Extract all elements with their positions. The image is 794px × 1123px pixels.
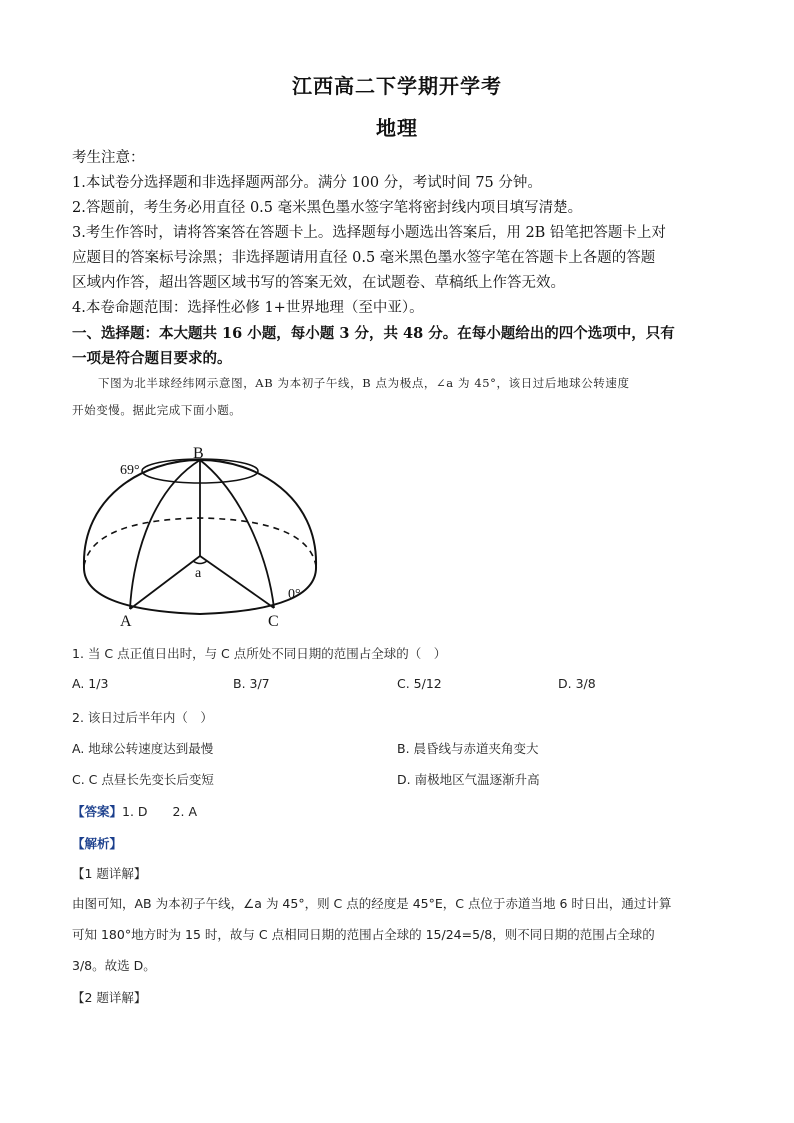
label-c: C [268, 613, 279, 628]
notice-item: 2.答题前，考生务必用直径 0.5 毫米黑色墨水签字笔将密封线内项目填写清楚。 [72, 200, 583, 216]
label-0: 0° [288, 587, 301, 602]
notice-item: 区域内作答，超出答题区域书写的答案无效，在试题卷、草稿纸上作答无效。 [72, 275, 565, 291]
answer-text: 1. D 2. A [122, 804, 197, 819]
q1-option-d: D. 3/8 [558, 676, 596, 691]
analysis-sub-2: 【2 题详解】 [72, 990, 147, 1005]
question-2-stem: 2. 该日过后半年内（ ） [72, 710, 213, 725]
q1-option-c: C. 5/12 [397, 676, 442, 691]
q2-option-d: D. 南极地区气温逐渐升高 [397, 772, 540, 787]
q2-option-a: A. 地球公转速度达到最慢 [72, 741, 214, 756]
label-b: B [193, 445, 204, 462]
question-intro [72, 370, 722, 424]
q1-option-a: A. 1/3 [72, 676, 109, 691]
answer-tag: 【答案】 [72, 804, 123, 819]
analysis-line: 3/8。故选 D。 [72, 958, 156, 973]
intro-line: 下图为北半球经纬网示意图，AB 为本初子午线，B 点为极点，∠a 为 45°，该日过后地球公转速度 [98, 376, 630, 390]
analysis-line: 可知 180°地方时为 15 时，故与 C 点相同日期的范围占全球的 15/24=5/8，则不同日期的范围占全球的 [72, 927, 655, 942]
q2-option-b: B. 晨昏线与赤道夹角变大 [397, 741, 539, 756]
notice-item: 4.本卷命题范围：选择性必修 1+世界地理（至中亚）。 [72, 300, 424, 316]
label-a: A [120, 613, 132, 628]
notice-item: 1.本试卷分选择题和非选择题两部分。满分 100 分，考试时间 75 分钟。 [72, 175, 542, 191]
section-heading: 一、选择题：本大题共 16 小题，每小题 3 分，共 48 分。在每小题给出的四个选项中，只有 [72, 325, 675, 342]
answer-line [72, 802, 197, 820]
radius-a [130, 556, 200, 609]
label-angle: a [195, 566, 202, 581]
angle-arc [193, 561, 207, 564]
notice-item: 3.考生作答时，请将答案答在答题卡上。选择题每小题选出答案后，用 2B 铅笔把答题卡上对 [72, 225, 666, 241]
question-1-stem: 1. 当 C 点正值日出时，与 C 点所处不同日期的范围占全球的（ ） [72, 646, 447, 661]
notice-heading: 考生注意： [72, 150, 145, 166]
subject-title: 地理 [376, 116, 418, 140]
notice-item: 应题目的答案标号涂黑；非选择题请用直径 0.5 毫米黑色墨水签字笔在答题卡上各题的答题 [72, 250, 656, 266]
section-heading-cont: 一项是符合题目要求的。 [72, 350, 232, 367]
q2-option-c: C. C 点昼长先变长后变短 [72, 772, 214, 787]
notice-block [72, 146, 732, 371]
analysis-line: 由图可知，AB 为本初子午线，∠a 为 45°，则 C 点的经度是 45°E，C 点位于赤道当地 6 时日出，通过计算 [72, 896, 672, 911]
label-69: 69° [120, 463, 140, 478]
q1-option-b: B. 3/7 [233, 676, 270, 691]
latitude-longitude-diagram [72, 438, 332, 628]
intro-line: 开始变慢。据此完成下面小题。 [72, 403, 242, 417]
page-title: 江西高二下学期开学考 [292, 74, 502, 98]
analysis-paragraph-1 [72, 888, 732, 981]
analysis-sub-1: 【1 题详解】 [72, 866, 147, 881]
analysis-tag: 【解析】 [72, 836, 123, 851]
radius-c [200, 556, 274, 608]
